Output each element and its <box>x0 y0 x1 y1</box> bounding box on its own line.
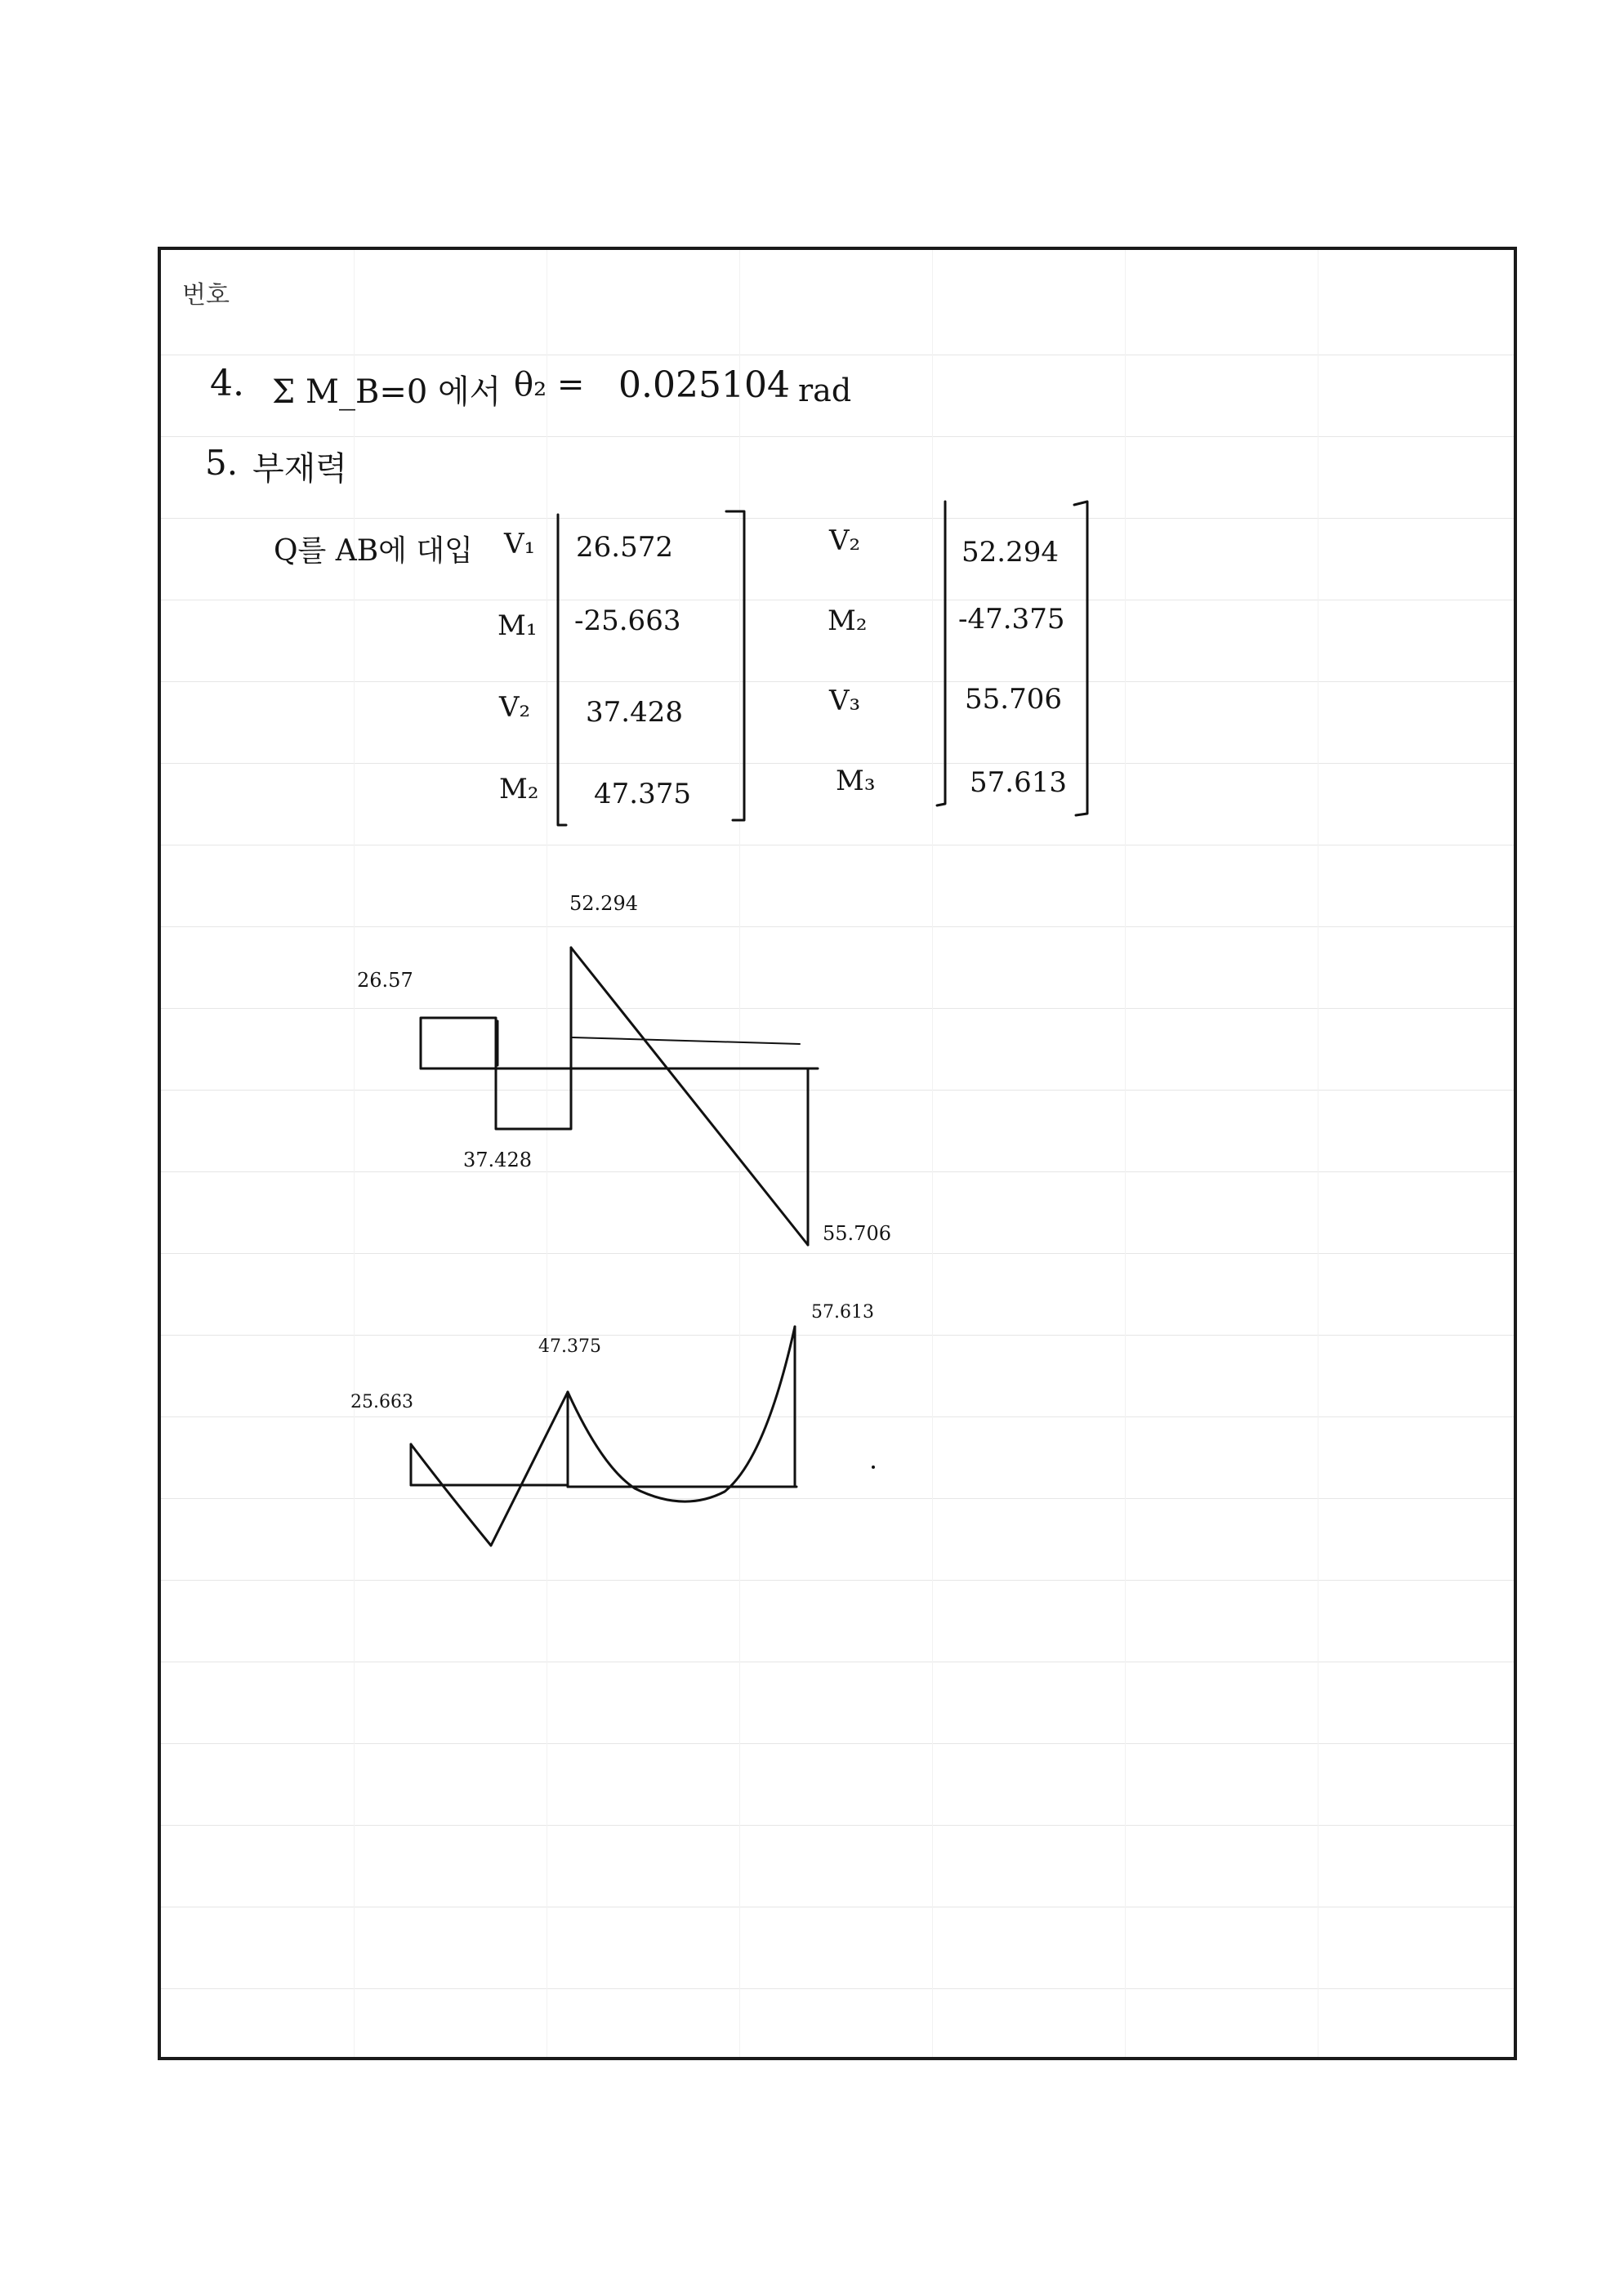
right-value-m3: 57.613 <box>970 766 1067 799</box>
bending-moment-diagram <box>411 1327 875 1546</box>
sfd-segment-2 <box>496 1068 571 1129</box>
sfd-label-bottom-left: 37.428 <box>463 1149 532 1171</box>
bmd-label-left: 25.663 <box>350 1392 413 1412</box>
sfd-label-left-top: 26.57 <box>357 969 413 992</box>
right-value-v3: 55.706 <box>965 683 1062 716</box>
answer-sheet <box>158 247 1517 2060</box>
sketch-layer <box>161 250 1517 2060</box>
number-label: 번호 <box>182 281 230 310</box>
shear-force-diagram <box>421 948 818 1245</box>
right-bracket-close <box>1074 502 1087 815</box>
left-label-v1: V₁ <box>504 528 536 560</box>
line4-value: 0.025104 <box>618 364 790 406</box>
sfd-segment-1 <box>421 1018 496 1068</box>
left-label-v2: V₂ <box>499 691 531 724</box>
right-label-v3: V₃ <box>829 685 861 717</box>
left-label-m1: M₁ <box>497 609 538 642</box>
line4-index: 4. <box>210 363 244 404</box>
right-label-m3: M₃ <box>836 765 876 797</box>
bmd-label-mid: 47.375 <box>538 1336 601 1357</box>
right-bracket-open <box>937 502 945 805</box>
substitution-note: Q를 AB에 대입 <box>274 534 473 568</box>
right-value-v2: 52.294 <box>961 536 1059 569</box>
bmd-label-right: 57.613 <box>811 1302 874 1323</box>
right-label-v2: V₂ <box>829 524 861 557</box>
left-bracket-open <box>558 515 566 825</box>
left-value-m2: 47.375 <box>594 778 691 810</box>
line4-theta: θ₂ = <box>514 366 585 404</box>
line4-equation: Σ M_B=0 에서 <box>272 373 502 411</box>
left-bracket-close <box>726 511 744 820</box>
line4-unit: rad <box>798 373 852 408</box>
bmd-segment-2 <box>568 1327 795 1501</box>
right-label-m2: M₂ <box>828 604 868 637</box>
left-value-v1: 26.572 <box>576 531 673 564</box>
left-value-m1: -25.663 <box>574 604 681 637</box>
stray-mark <box>872 1465 875 1469</box>
line5-title: 부재력 <box>252 450 347 488</box>
line5-index: 5. <box>205 443 239 483</box>
left-value-v2: 37.428 <box>586 696 683 729</box>
bmd-segment-1 <box>411 1392 568 1546</box>
sfd-segment-3-diagonal <box>571 948 808 1245</box>
sfd-label-peak: 52.294 <box>569 892 638 915</box>
right-value-m2: -47.375 <box>958 603 1065 636</box>
left-label-m2: M₂ <box>499 773 539 805</box>
sfd-reference-line <box>573 1037 800 1044</box>
sfd-label-bottom-right: 55.706 <box>823 1222 891 1245</box>
